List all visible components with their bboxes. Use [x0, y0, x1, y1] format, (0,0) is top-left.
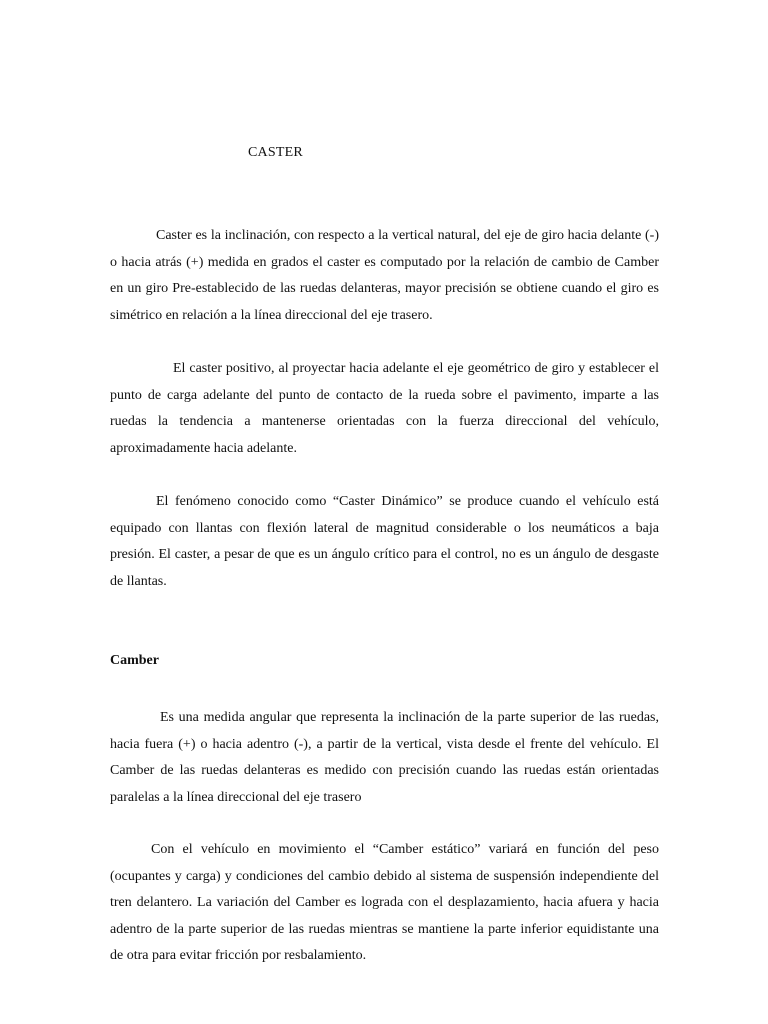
paragraph-dynamic-caster: El fenómeno conocido como “Caster Dinámico” se produce cuando el vehículo está equipado con llantas con flexión lateral de magnitud considerable o los neumáticos a baja presión. El caster, a pesar de que es un ángulo crítico para el control, no es un ángulo de desgaste de llantas. — [110, 494, 659, 589]
document-title: CASTER — [248, 145, 303, 160]
paragraph-static-camber: Con el vehículo en movimiento el “Camber estático” variará en función del peso (ocupantes y carga) y condiciones del cambio debido al sistema de suspensión independiente del tren delantero. La variación del Camber es lograda con el desplazamiento, hacia afuera y hacia adentro de la parte superior de las ruedas mientras se mantiene la parte inferior equidistante una de otra para evitar fricción por resbalamiento. — [110, 842, 659, 964]
section-heading-camber: Camber — [110, 653, 159, 668]
paragraph-positive-caster: El caster positivo, al proyectar hacia adelante el eje geométrico de giro y establecer el punto de carga adelante del punto de contacto de la rueda sobre el pavimento, imparte a las ruedas la tendencia a mantenerse orientadas con la fuerza direccional del vehículo, aproximadamente hacia adelante. — [110, 361, 659, 456]
paragraph-caster-definition: Caster es la inclinación, con respecto a la vertical natural, del eje de giro hacia delante (-) o hacia atrás (+) medida en grados el caster es computado por la relación de cambio de Camber en un giro Pre-establecido de las ruedas delanteras, mayor precisión se obtiene cuando el giro es simétrico en relación a la línea direccional del eje trasero. — [110, 228, 659, 323]
paragraph-camber-definition: Es una medida angular que representa la inclinación de la parte superior de las ruedas, hacia fuera (+) o hacia adentro (-), a partir de la vertical, vista desde el frente del vehículo. El Camber de las ruedas delanteras es medido con precisión cuando las ruedas están orientadas paralelas a la línea direccional del eje trasero — [110, 710, 659, 805]
